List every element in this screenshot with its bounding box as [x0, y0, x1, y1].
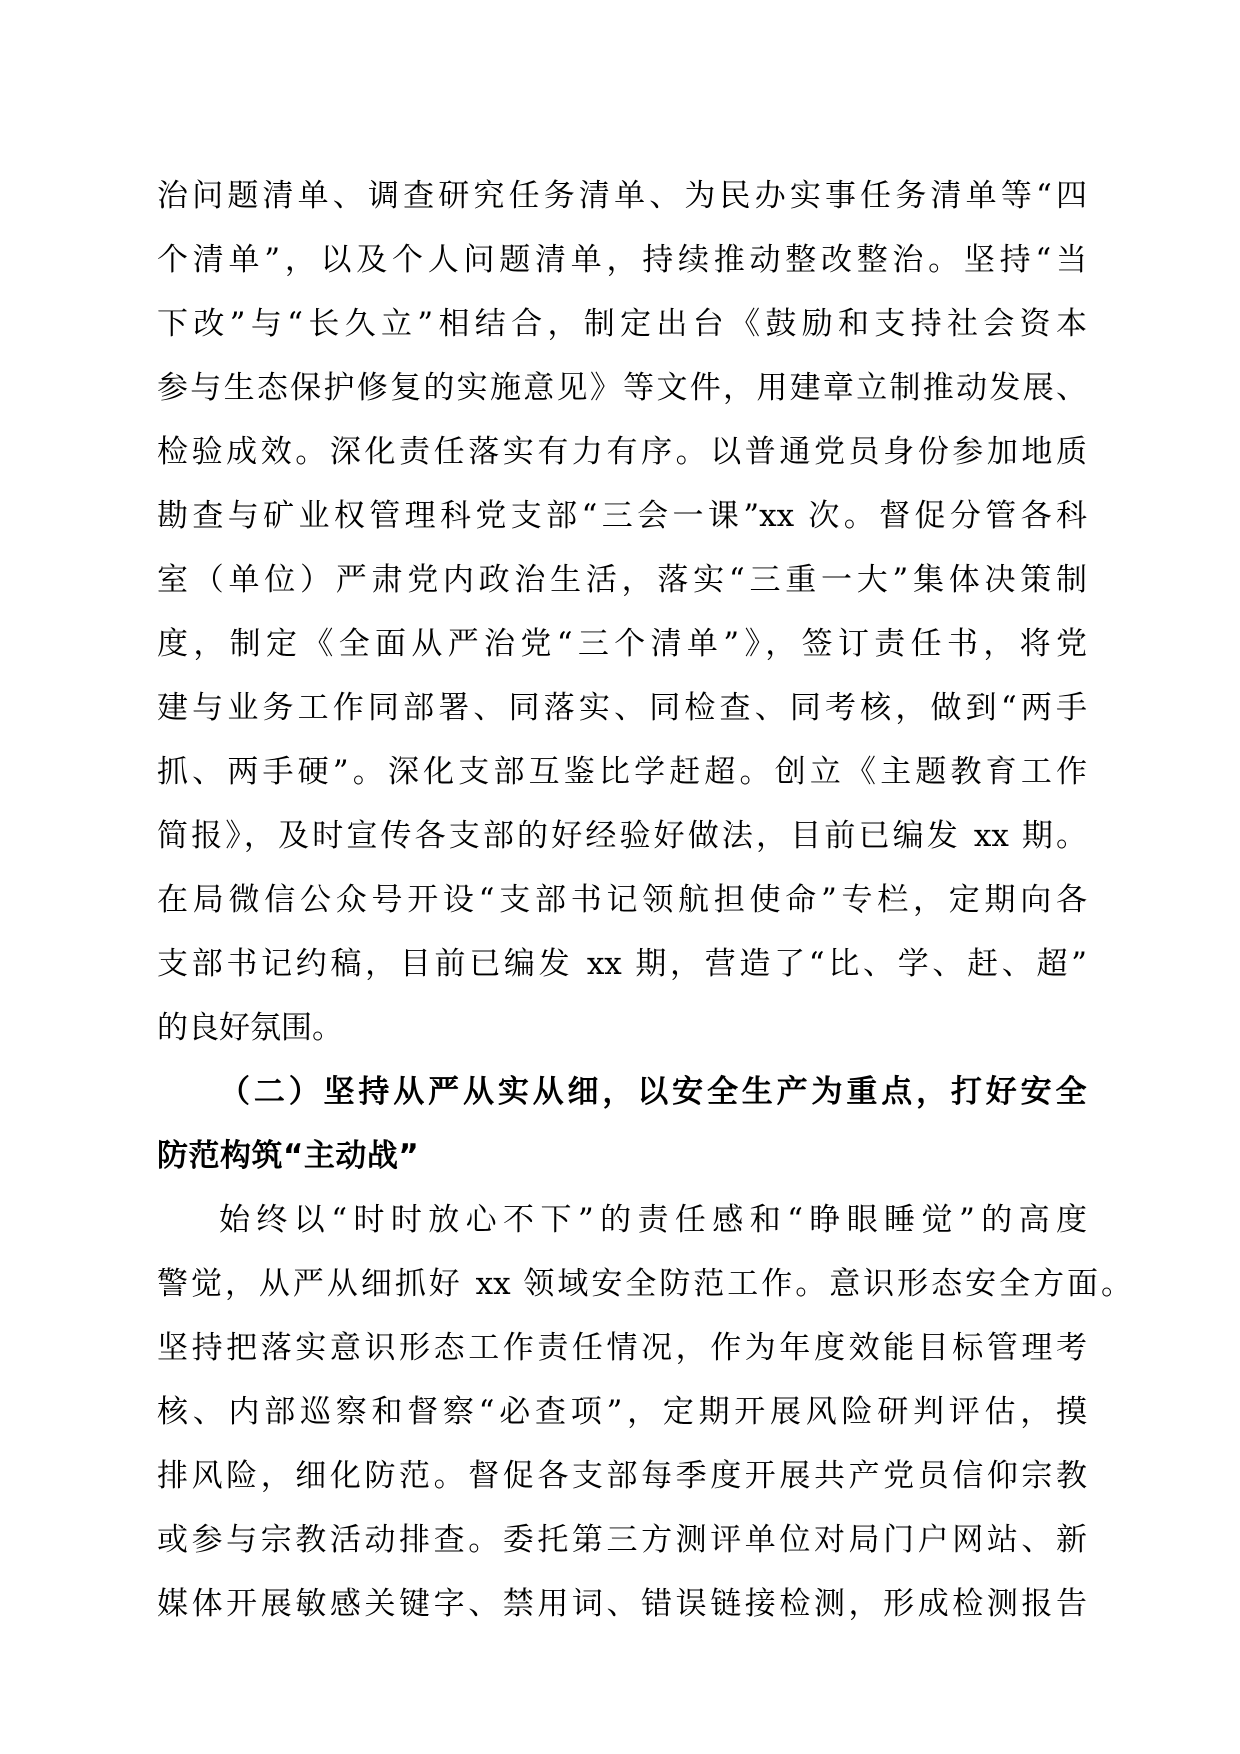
text-line: 在局微信公众号开设“支部书记领航担使命”专栏，定期向各 [157, 882, 1087, 918]
text-line: 或参与宗教活动排查。委托第三方测评单位对局门户网站、新 [157, 1522, 1087, 1558]
text-line: 简报》，及时宣传各支部的好经验好做法，目前已编发 xx 期。 [157, 818, 1087, 854]
text-line: 的良好氛围。 [157, 1010, 343, 1046]
text-line: 度，制定《全面从严治党“三个清单”》，签订责任书，将党 [157, 626, 1087, 662]
text-line: 核、内部巡察和督察“必查项”，定期开展风险研判评估，摸 [157, 1394, 1087, 1430]
text-line: 坚持把落实意识形态工作责任情况，作为年度效能目标管理考 [157, 1330, 1087, 1366]
text-line: 媒体开展敏感关键字、禁用词、错误链接检测，形成检测报告 [157, 1586, 1087, 1622]
text-line: 始终以“时时放心不下”的责任感和“睁眼睡觉”的高度 [219, 1202, 1087, 1238]
text-line: 勘查与矿业权管理科党支部“三会一课”xx 次。督促分管各科 [157, 498, 1087, 534]
section-heading [157, 1060, 1087, 1188]
text-line: 参与生态保护修复的实施意见》等文件，用建章立制推动发展、 [157, 370, 1087, 406]
heading-line: （二）坚持从严从实从细，以安全生产为重点，打好安全 [219, 1074, 1087, 1110]
text-line: 支部书记约稿，目前已编发 xx 期，营造了“比、学、赶、超” [157, 946, 1087, 982]
text-line: 建与业务工作同部署、同落实、同检查、同考核，做到“两手 [157, 690, 1087, 726]
text-line: 排风险，细化防范。督促各支部每季度开展共产党员信仰宗教 [157, 1458, 1087, 1494]
text-line: 个清单”，以及个人问题清单，持续推动整改整治。坚持“当 [157, 242, 1087, 278]
text-line: 治问题清单、调查研究任务清单、为民办实事任务清单等“四 [157, 178, 1087, 214]
text-line: 警觉，从严从细抓好 xx 领域安全防范工作。意识形态安全方面。 [157, 1266, 1132, 1302]
text-line: 室（单位）严肃党内政治生活，落实“三重一大”集体决策制 [157, 562, 1087, 598]
document-body [157, 164, 1132, 1636]
text-line: 下改”与“长久立”相结合，制定出台《鼓励和支持社会资本 [157, 306, 1087, 342]
text-line: 检验成效。深化责任落实有力有序。以普通党员身份参加地质 [157, 434, 1087, 470]
text-line: 抓、两手硬”。深化支部互鉴比学赶超。创立《主题教育工作 [157, 754, 1087, 790]
paragraph-2 [157, 1188, 1132, 1636]
paragraph-1 [157, 164, 1087, 1060]
heading-line: 防范构筑“主动战” [157, 1138, 420, 1174]
